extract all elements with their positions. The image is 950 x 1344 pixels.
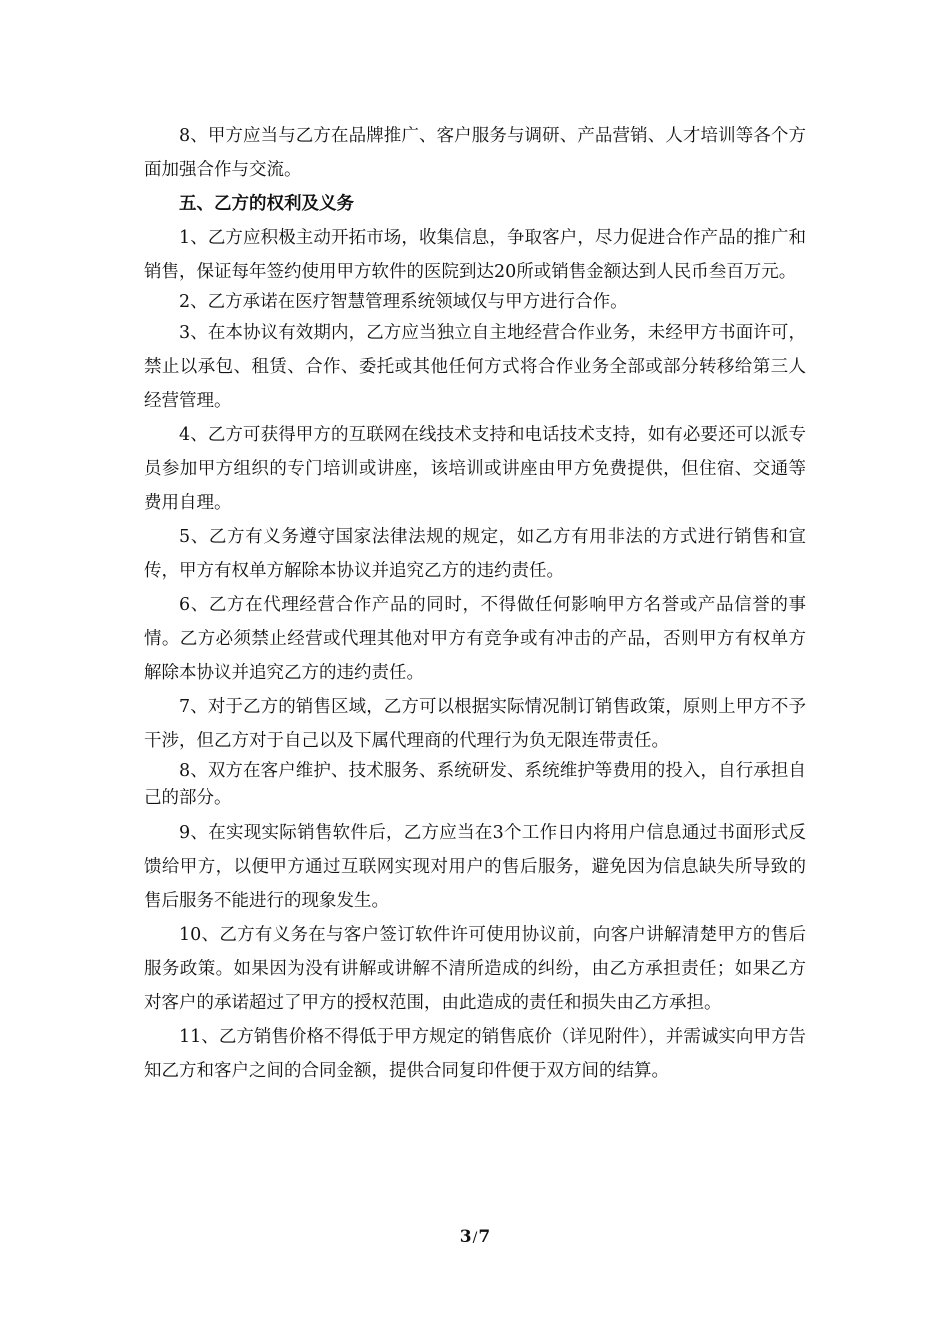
clause-paragraph: 11、乙方销售价格不得低于甲方规定的销售底价（详见附件），并需诚实向甲方告知乙方和客户之间的合同金额，提供合同复印件便于双方间的结算。 (144, 1027, 806, 1081)
clause-paragraph: 3、在本协议有效期内，乙方应当独立自主地经营合作业务，未经甲方书面许可，禁止以承包、租赁、合作、委托或其他任何方式将合作业务全部或部分转移给第三人经营管理。 (144, 323, 806, 411)
clause-paragraph: 8、双方在客户维护、技术服务、系统研发、系统维护等费用的投入，自行承担自己的部分。 (144, 761, 806, 808)
clause-paragraph: 5、乙方有义务遵守国家法律法规的规定，如乙方有用非法的方式进行销售和宣传，甲方有权单方解除本协议并追究乙方的违约责任。 (144, 527, 806, 581)
clause-paragraph: 4、乙方可获得甲方的互联网在线技术支持和电话技术支持，如有必要还可以派专员参加甲方组织的专门培训或讲座，该培训或讲座由甲方免费提供，但住宿、交通等费用自理。 (144, 425, 806, 513)
clause-paragraph: 1、乙方应积极主动开拓市场，收集信息，争取客户，尽力促进合作产品的推广和销售，保证每年签约使用甲方软件的医院到达20所或销售金额达到人民币叁百万元。 (144, 228, 806, 282)
section-heading: 五、乙方的权利及义务 (179, 194, 354, 214)
total-pages-number: 7 (478, 1227, 491, 1247)
clause-paragraph: 7、对于乙方的销售区域，乙方可以根据实际情况制订销售政策，原则上甲方不予干涉，但乙方对于自己以及下属代理商的代理行为负无限连带责任。 (144, 697, 806, 751)
clause-paragraph: 10、乙方有义务在与客户签订软件许可使用协议前，向客户讲解清楚甲方的售后服务政策。如果因为没有讲解或讲解不清所造成的纠纷，由乙方承担责任；如果乙方对客户的承诺超过了甲方的授权范围，由此造成的责任和损失由乙方承担。 (144, 925, 806, 1013)
page-number-separator: / (472, 1230, 478, 1246)
document-body (144, 119, 806, 1088)
clause-paragraph: 8、甲方应当与乙方在品牌推广、客户服务与调研、产品营销、人才培训等各个方面加强合作与交流。 (144, 126, 806, 180)
current-page-number: 3 (459, 1227, 472, 1247)
clause-paragraph: 6、乙方在代理经营合作产品的同时，不得做任何影响甲方名誉或产品信誉的事情。乙方必须禁止经营或代理其他对甲方有竞争或有冲击的产品，否则甲方有权单方解除本协议并追究乙方的违约责任。 (144, 595, 806, 683)
clause-paragraph: 2、乙方承诺在医疗智慧管理系统领域仅与甲方进行合作。 (179, 292, 628, 312)
page-number (0, 1225, 950, 1250)
clause-paragraph: 9、在实现实际销售软件后，乙方应当在3个工作日内将用户信息通过书面形式反馈给甲方，以便甲方通过互联网实现对用户的售后服务，避免因为信息缺失所导致的售后服务不能进行的现象发生。 (144, 823, 806, 911)
